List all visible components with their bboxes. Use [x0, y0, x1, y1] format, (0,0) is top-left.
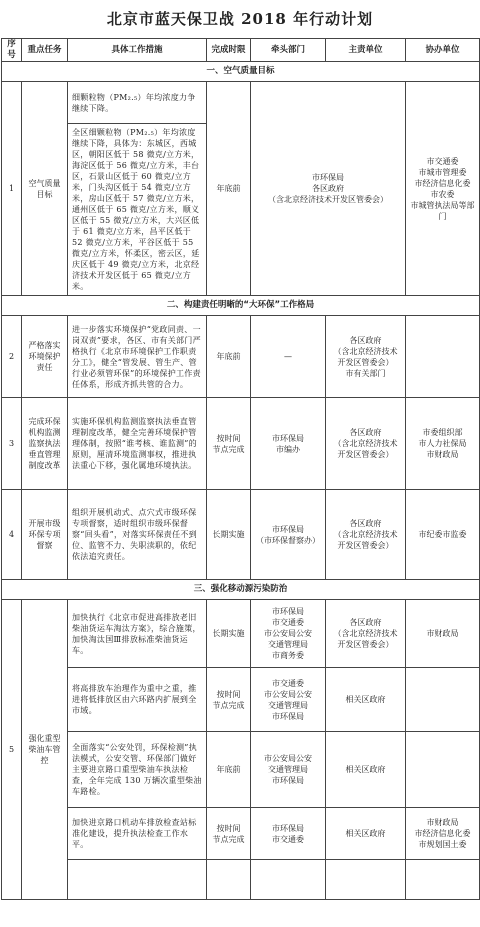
section-title: 二、构建责任明晰的“大环保”工作格局: [2, 296, 480, 316]
table-row: [2, 82, 480, 124]
row-lead: 市交通委 市公安局公安 交通管理局 市环保局: [251, 668, 326, 732]
row-deadline: 长期实施: [207, 600, 251, 668]
table-row: [2, 398, 480, 490]
section-row: [2, 62, 480, 82]
row-deadline: 年底前: [207, 732, 251, 808]
row-task: 空气质量 目标: [22, 82, 68, 296]
row-number: 3: [2, 398, 22, 490]
row-main: 相关区政府: [326, 668, 406, 732]
header-no: 序号: [2, 39, 22, 62]
row-measure: 全面落实“公安处罚，环保检测”执法模式，公安交管、环保部门做好主要进京路口重型柴油车执法检查，全年完成 130 万辆次重型柴油车路检。: [68, 732, 207, 808]
row-main: [326, 860, 406, 900]
table-row: [2, 600, 480, 668]
table-row: [2, 316, 480, 398]
row-task: 完成环保 机构监测 监察执法 垂直管理 制度改革: [22, 398, 68, 490]
section-title: 三、强化移动源污染防治: [2, 580, 480, 600]
row-assist: 市财政局: [406, 600, 480, 668]
action-plan-table: [1, 38, 480, 900]
row-lead: 市公安局公安 交通管理局 市环保局: [251, 732, 326, 808]
table-row: [2, 668, 480, 732]
row-number: 4: [2, 490, 22, 580]
table-row: [2, 808, 480, 860]
row-main: 各区政府 （含北京经济技术 开发区管委会）: [326, 398, 406, 490]
header-lead: 牵头部门: [251, 39, 326, 62]
table-row: [2, 860, 480, 900]
row-task: 开展市级 环保专项 督察: [22, 490, 68, 580]
header-main: 主责单位: [326, 39, 406, 62]
row-deadline: 按时间 节点完成: [207, 398, 251, 490]
row-deadline: 按时间 节点完成: [207, 808, 251, 860]
row-main: 各区政府 （含北京经济技术 开发区管委会）: [326, 600, 406, 668]
row-task: 严格落实 环境保护 责任: [22, 316, 68, 398]
row-number: 5: [2, 600, 22, 900]
row-number: 1: [2, 82, 22, 296]
row-assist: 市委组织部 市人力社保局 市财政局: [406, 398, 480, 490]
row-lead: —: [251, 316, 326, 398]
row-deadline: 长期实施: [207, 490, 251, 580]
section-title: 一、空气质量目标: [2, 62, 480, 82]
row-measure: 进一步落实环境保护“党政同责、一岗双责”要求，各区、市有关部门严格执行《北京市环境保护工作职责分工》，健全“管发展、管生产、管行业必须管环保”的环境保护工作责任体系，形成齐抓共管的合力。: [68, 316, 207, 398]
row-assist: 市纪委市监委: [406, 490, 480, 580]
table-row: [2, 732, 480, 808]
header-task: 重点任务: [22, 39, 68, 62]
row-main: 相关区政府: [326, 808, 406, 860]
row-lead: [251, 860, 326, 900]
row-assist: [406, 668, 480, 732]
row-measure: 细颗粒物（PM₂.₅）年均浓度力争继续下降。: [68, 82, 207, 124]
table-row: [2, 490, 480, 580]
row-assist: [406, 316, 480, 398]
row-assist: 市财政局 市经济信息化委 市规划国土委: [406, 808, 480, 860]
row-deadline: 年底前: [207, 82, 251, 296]
row-deadline: 年底前: [207, 316, 251, 398]
row-measure: 将高排放车治理作为重中之重，推进将低排放区由六环路内扩展到全市域。: [68, 668, 207, 732]
row-measure: [68, 860, 207, 900]
row-main: 各区政府 （含北京经济技术 开发区管委会）: [326, 490, 406, 580]
header-measures: 具体工作措施: [68, 39, 207, 62]
row-number: 2: [2, 316, 22, 398]
row-measure: 组织开展机动式、点穴式市级环保专项督察，适时组织市级环保督察“回头看”，对落实环保责任不到位、监管不力、失职渎职的，依纪依法追究责任。: [68, 490, 207, 580]
row-lead: 市环保局 市编办: [251, 398, 326, 490]
header-deadline: 完成时限: [207, 39, 251, 62]
row-measure: 实施环保机构监测监察执法垂直管理制度改革，健全完善环境保护管理体制，按照“谁考核、谁监测”的原则，厘清环境监测事权，推进执法重心下移，强化属地环境执法。: [68, 398, 207, 490]
row-deadline: 按时间 节点完成: [207, 668, 251, 732]
row-measure: 全区细颗粒物（PM₂.₅）年均浓度继续下降，具体为：东城区，西城区，朝阳区低于 58 微克/立方米，海淀区低于 56 微克/立方米，丰台区，石景山区低于 60 微克/立方米，门头沟区低于 54 微克/立方米，房山区低于 57 微克/立方米，通州区低于 65 微克/立方米，顺义区低于 55 微克/立方米，大兴区低于 61 微克/立方米，昌平区低于 52 微克/立方米，平谷区低于 55 微克/立方米，怀柔区，密云区，延庆区低于 49 微克/立方米，北京经济技术开发区低于 65 微克/立方米。: [68, 124, 207, 296]
row-main: 各区政府 （含北京经济技术 开发区管委会） 市有关部门: [326, 316, 406, 398]
section-row: [2, 580, 480, 600]
header-assist: 协办单位: [406, 39, 480, 62]
row-lead: 市环保局 （市环保督察办）: [251, 490, 326, 580]
row-lead: 市环保局 市交通委 市公安局公安 交通管理局 市商务委: [251, 600, 326, 668]
row-assist: [406, 860, 480, 900]
row-assist: 市交通委 市城市管理委 市经济信息化委 市农委 市城管执法局等部门: [406, 82, 480, 296]
row-main: 相关区政府: [326, 732, 406, 808]
document-title: 北京市蓝天保卫战 2018 年行动计划: [106, 10, 374, 28]
section-row: [2, 296, 480, 316]
row-task: 强化重型 柴油车管控: [22, 600, 68, 900]
row-measure: 加快执行《北京市促进高排放老旧柴油货运车淘汰方案》，综合施策，加快淘汰国Ⅲ排放标准柴油货运车。: [68, 600, 207, 668]
header-row: [2, 39, 480, 62]
row-main: 市环保局 各区政府 （含北京经济技术开发区管委会）: [251, 82, 406, 296]
row-lead: 市环保局 市交通委: [251, 808, 326, 860]
row-deadline: [207, 860, 251, 900]
row-measure: 加快进京路口机动车排放检查站标准化建设，提升执法检查工作水平。: [68, 808, 207, 860]
row-assist: [406, 732, 480, 808]
